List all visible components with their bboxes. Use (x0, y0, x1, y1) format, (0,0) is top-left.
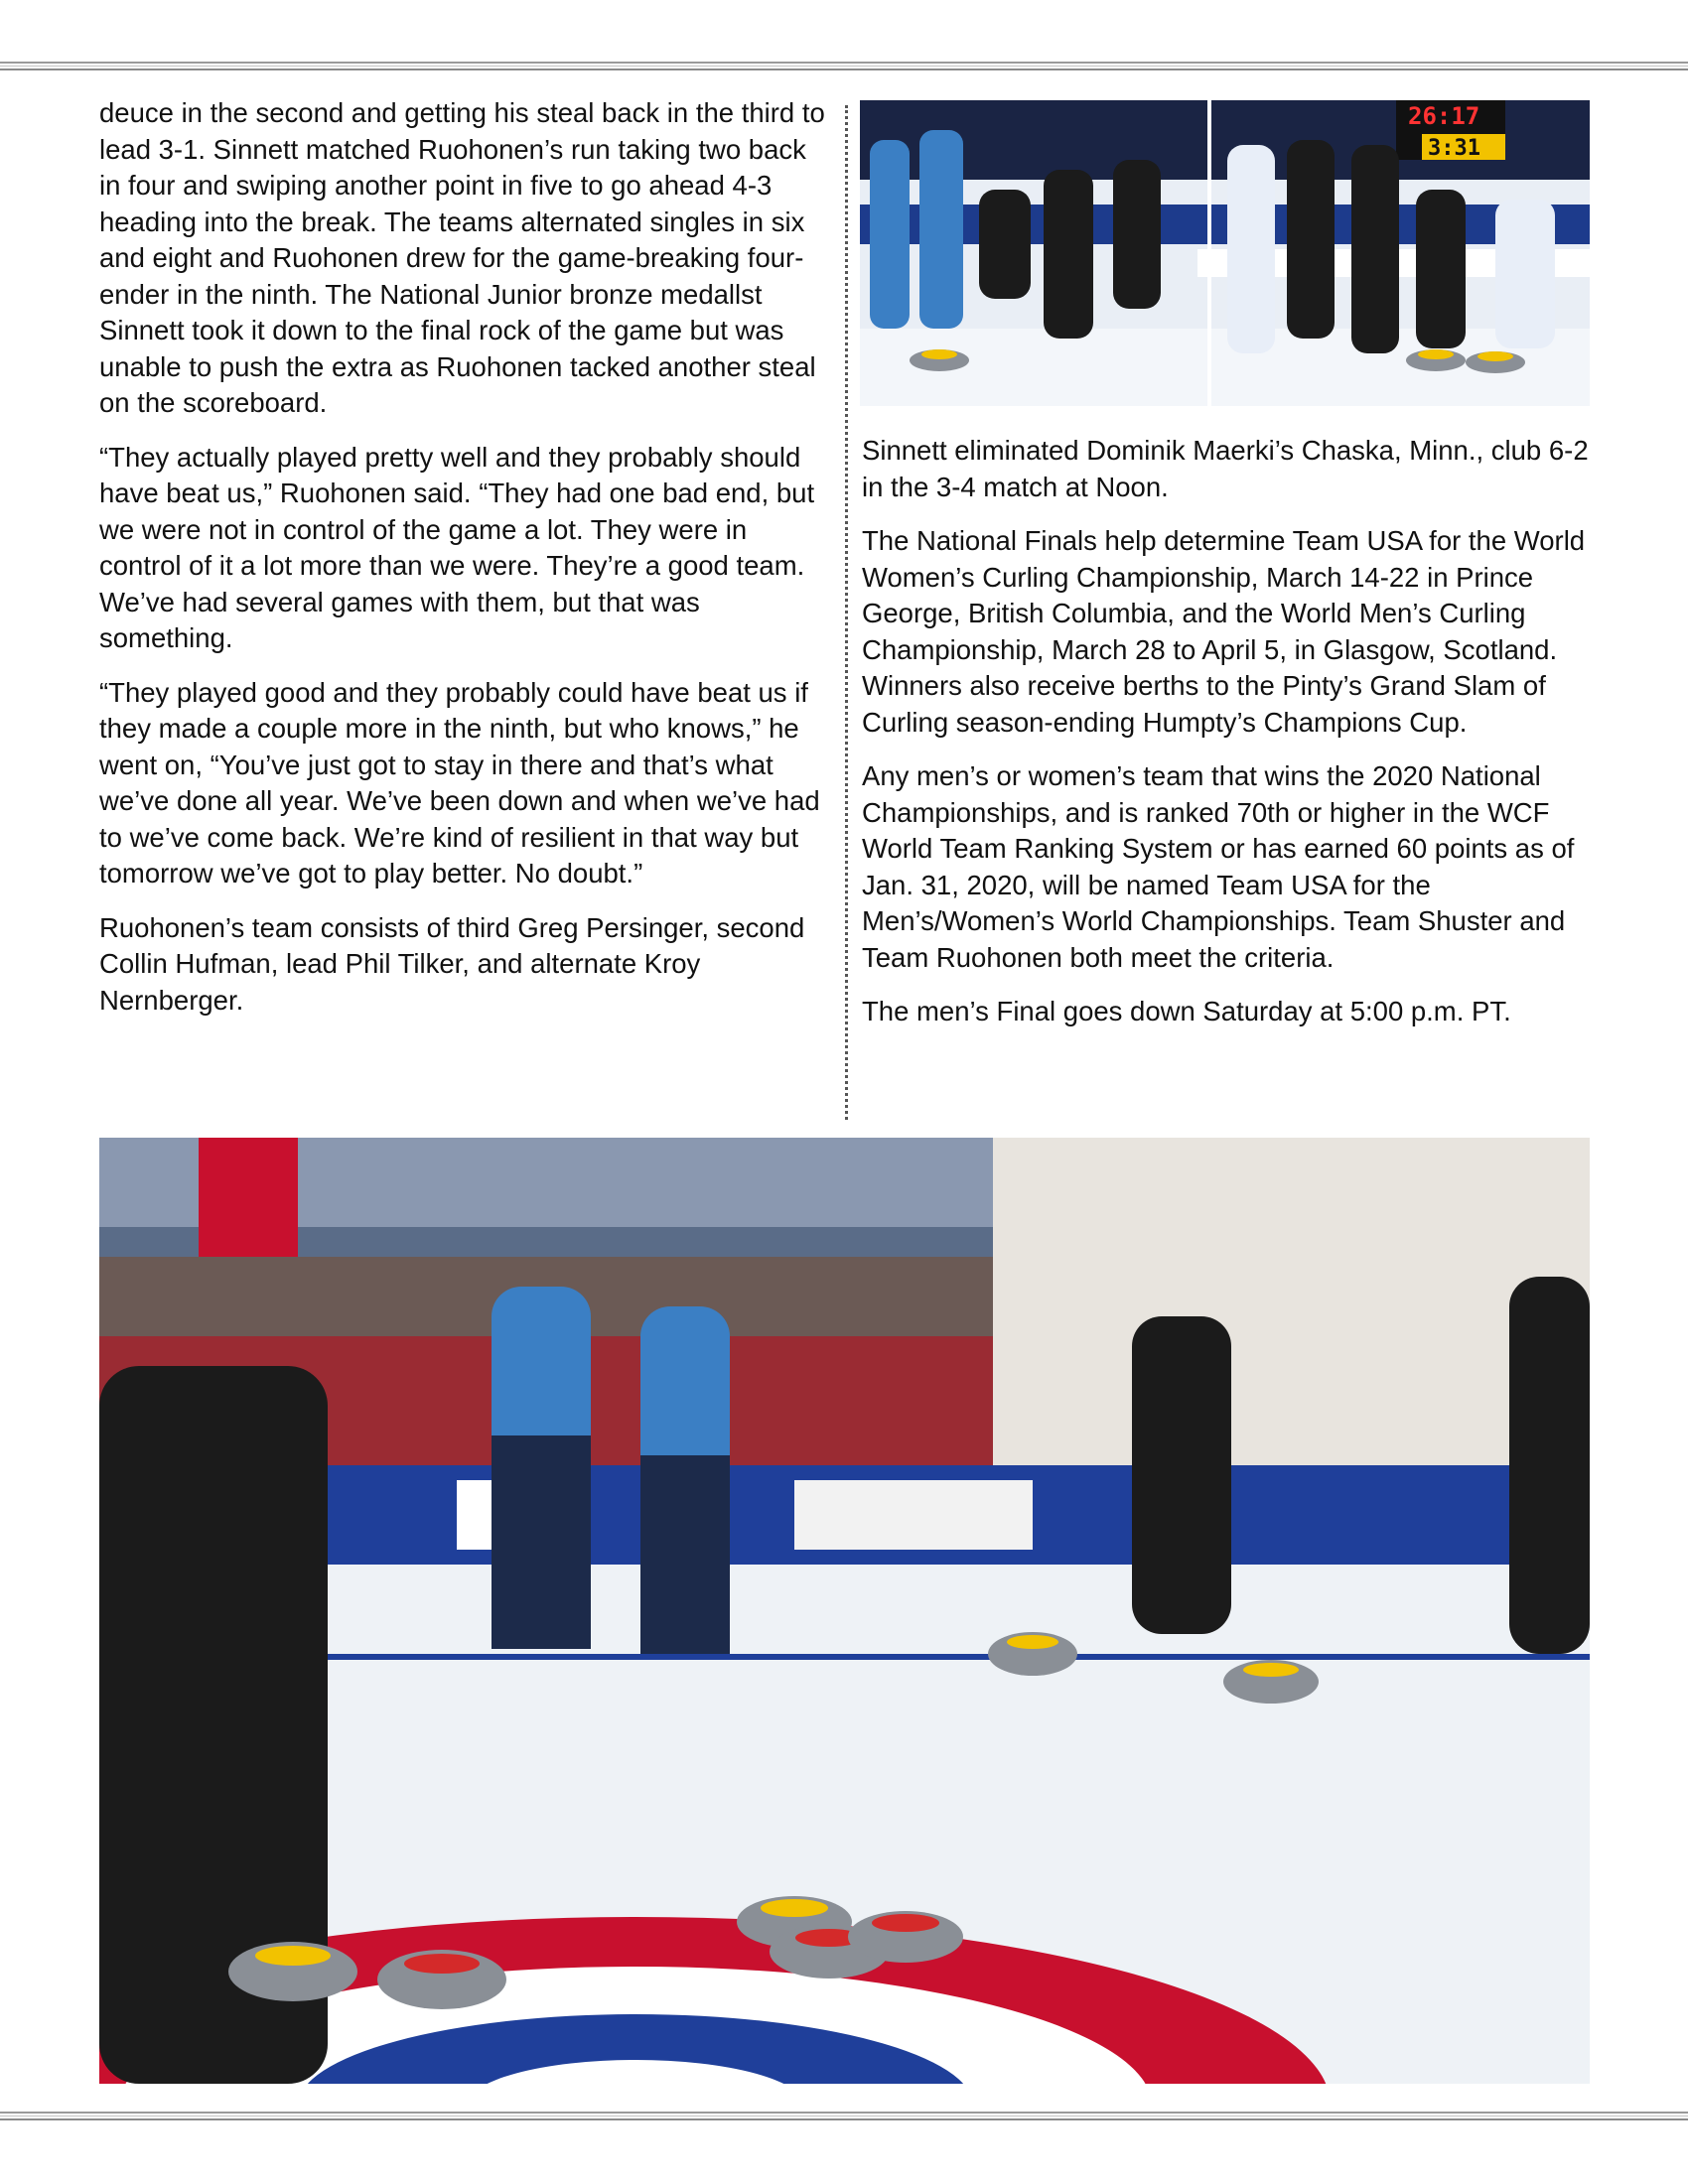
column-divider (845, 105, 848, 1120)
body-paragraph: Sinnett eliminated Dominik Maerki’s Chaska, Minn., club 6-2 in the 3-4 match at Noon. (862, 435, 1589, 502)
body-paragraph: Ruohonen’s team consists of third Greg Persinger, second Collin Hufman, lead Phil Tilker, and alternate Kroy Nernberger. (99, 911, 805, 1016)
body-paragraph: Any men’s or women’s team that wins the 2020 National Championships, and is ranked 70th or higher in the WCF World Team Ranking System or has earned 60 points as of Jan. 31, 2020, will be named Team USA for the Men’s/Women’s World Championships. Team Shuster and Team Ruohonen both meet the criteria. (862, 760, 1575, 973)
scoreboard-top: 26:17 (1408, 102, 1480, 130)
curling-photo-large (99, 1138, 1590, 2084)
body-paragraph: The National Finals help determine Team USA for the World Women’s Curling Championship, March 14-22 in Prince George, British Columbia, and the World Men’s Curling Championship, March 28 to April 5, in Glasgow, Scotland. Winners also receive berths to the Pinty’s Grand Slam of Curling season-ending Humpty’s Champions Cup. (862, 525, 1586, 738)
body-paragraph: The men’s Final goes down Saturday at 5:00 p.m. PT. (862, 996, 1511, 1026)
right-text-column (862, 433, 1597, 1048)
top-rule (0, 62, 1688, 70)
body-paragraph: “They played good and they probably could have beat us if they made a couple more in the ninth, but who knows,” he went on, “You’ve just got to stay in there and that’s what we’ve done all year. We’ve been down and when we’ve had to we’ve come back. We’re kind of resilient in that way but tomorrow we’ve got to play better. No doubt.” (99, 676, 820, 888)
bottom-rule (0, 2112, 1688, 2120)
scoreboard-bottom: 3:31 (1428, 136, 1480, 161)
curling-photo-small (860, 100, 1590, 406)
left-text-column (99, 95, 832, 1036)
body-paragraph: deuce in the second and getting his steal back in the third to lead 3-1. Sinnett matched Ruohonen’s run taking two back in four and swiping another point in five to go ahead 4-3 heading into the break. The teams alternated singles in six and eight and Ruohonen drew for the game-breaking four-ender in the ninth. The National Junior bronze medallst Sinnett took it down to the final rock of the game but was unable to push the extra as Ruohonen tacked another steal on the scoreboard. (99, 97, 825, 418)
body-paragraph: “They actually played pretty well and they probably should have beat us,” Ruohonen said. “They had one bad end, but we were not in control of the game a lot. They were in control of it a lot more than we were. They’re a good team. We’ve had several games with them, but that was something. (99, 441, 815, 653)
